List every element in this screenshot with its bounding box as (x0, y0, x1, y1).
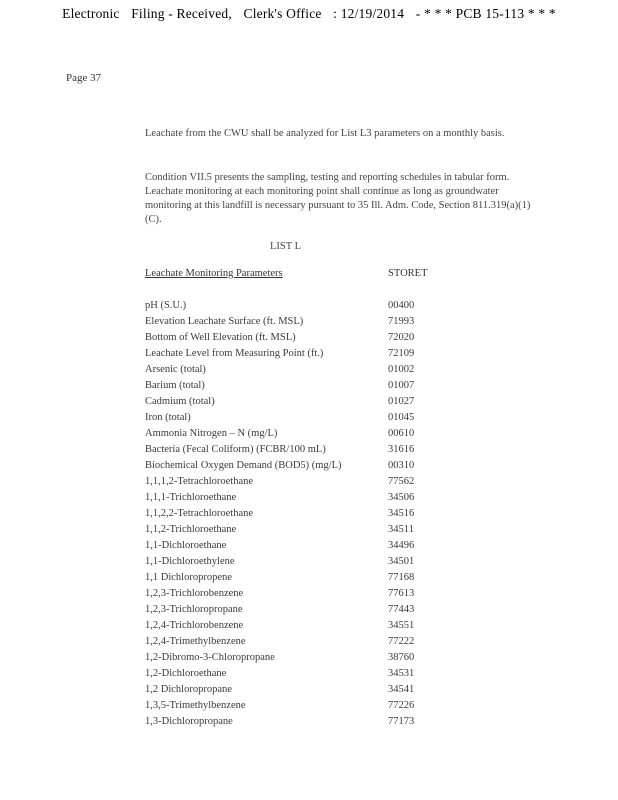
header-label: Electronic (62, 6, 120, 21)
storet-code: 77222 (388, 636, 415, 647)
storet-code: 34551 (388, 620, 415, 631)
parameter-name: 1,1,2,2-Tetrachloroethane (145, 508, 254, 519)
parameter-name: 1,1-Dichloroethane (145, 540, 227, 551)
storet-code: 01002 (388, 364, 415, 375)
storet-code: 34496 (388, 540, 415, 551)
parameter-name: Barium (total) (145, 380, 205, 391)
table-row (145, 330, 465, 346)
storet-code: 34506 (388, 492, 415, 503)
table-row (145, 714, 465, 730)
header-status: Filing - Received, (131, 6, 232, 21)
table-row (145, 362, 465, 378)
storet-code: 34531 (388, 668, 415, 679)
storet-code: 34541 (388, 684, 415, 695)
storet-code: 34511 (388, 524, 414, 535)
storet-code: 34501 (388, 556, 415, 567)
storet-code: 01007 (388, 380, 415, 391)
parameter-name: pH (S.U.) (145, 300, 187, 311)
table-row (145, 506, 465, 522)
storet-code: 72109 (388, 348, 415, 359)
storet-code: 00310 (388, 460, 415, 471)
parameter-name: 1,1,2-Trichloroethane (145, 524, 237, 535)
table-row (145, 442, 465, 458)
table-row (145, 682, 465, 698)
parameter-name: 1,1,1,2-Tetrachloroethane (145, 476, 254, 487)
table-row (145, 698, 465, 714)
column-header-storet: STORET (388, 268, 428, 279)
table-row (145, 394, 465, 410)
parameter-name: Arsenic (total) (145, 364, 206, 375)
parameter-name: Cadmium (total) (145, 396, 215, 407)
header-office: Clerk's Office (243, 6, 322, 21)
header-case: - * * * PCB 15-113 * * * (415, 6, 556, 21)
parameter-name: 1,2-Dichloroethane (145, 668, 227, 679)
table-row (145, 666, 465, 682)
parameter-name: 1,3,5-Trimethylbenzene (145, 700, 246, 711)
table-row (145, 346, 465, 362)
storet-code: 00400 (388, 300, 415, 311)
storet-code: 01027 (388, 396, 415, 407)
table-row (145, 410, 465, 426)
header-date: : 12/19/2014 (333, 6, 405, 21)
parameter-name: 1,1,1-Trichloroethane (145, 492, 237, 503)
column-header-parameter: Leachate Monitoring Parameters (145, 268, 283, 279)
parameter-name: 1,2,4-Trimethylbenzene (145, 636, 246, 647)
storet-code: 71993 (388, 316, 415, 327)
parameter-name: 1,2 Dichloropropane (145, 684, 232, 695)
parameter-name: 1,2,3-Trichloropropane (145, 604, 243, 615)
storet-code: 77443 (388, 604, 415, 615)
storet-code: 77173 (388, 716, 415, 727)
storet-code: 77613 (388, 588, 415, 599)
table-row (145, 522, 465, 538)
parameter-name: 1,2,3-Trichlorobenzene (145, 588, 244, 599)
table-row (145, 426, 465, 442)
list-title: LIST L (270, 241, 302, 252)
table-row (145, 298, 465, 314)
table-row (145, 458, 465, 474)
table-row (145, 570, 465, 586)
paragraph-leachate-analysis: Leachate from the CWU shall be analyzed for List L3 parameters on a monthly basis. (145, 128, 505, 139)
parameter-name: Iron (total) (145, 412, 191, 423)
parameter-name: 1,2,4-Trichlorobenzene (145, 620, 244, 631)
parameter-name: Leachate Level from Measuring Point (ft.) (145, 348, 324, 359)
storet-code: 34516 (388, 508, 415, 519)
parameter-name: Bottom of Well Elevation (ft. MSL) (145, 332, 296, 343)
table-row (145, 490, 465, 506)
table-row (145, 634, 465, 650)
storet-code: 77168 (388, 572, 415, 583)
storet-code: 77226 (388, 700, 415, 711)
storet-code: 00610 (388, 428, 415, 439)
parameter-name: Bacteria (Fecal Coliform) (FCBR/100 mL) (145, 444, 326, 455)
table-row (145, 538, 465, 554)
table-row (145, 618, 465, 634)
table-row (145, 650, 465, 666)
table-row (145, 378, 465, 394)
parameter-name: 1,2-Dibromo-3-Chloropropane (145, 652, 275, 663)
table-row (145, 474, 465, 490)
parameter-table (145, 298, 465, 730)
paragraph-monitoring-schedule: Condition VII.5 presents the sampling, testing and reporting schedules in tabular form. Leachate monitoring at each monitoring point shall continue as long as groundwater monitoring at this landfill is necessary pursuant to 35 Ill. Adm. Code, Section 811.319(a)(1)(C). (145, 172, 531, 225)
table-row (145, 314, 465, 330)
page-number: Page 37 (66, 72, 102, 84)
table-row (145, 586, 465, 602)
storet-code: 31616 (388, 444, 415, 455)
parameter-name: Elevation Leachate Surface (ft. MSL) (145, 316, 304, 327)
parameter-name: Biochemical Oxygen Demand (BOD5) (mg/L) (145, 460, 342, 471)
parameter-name: 1,1-Dichloroethylene (145, 556, 235, 567)
table-row (145, 602, 465, 618)
parameter-name: 1,3-Dichloropropane (145, 716, 233, 727)
parameter-name: 1,1 Dichloropropene (145, 572, 232, 583)
filing-header (0, 6, 618, 22)
storet-code: 38760 (388, 652, 415, 663)
storet-code: 77562 (388, 476, 415, 487)
parameter-name: Ammonia Nitrogen – N (mg/L) (145, 428, 278, 439)
storet-code: 72020 (388, 332, 415, 343)
table-row (145, 554, 465, 570)
storet-code: 01045 (388, 412, 415, 423)
